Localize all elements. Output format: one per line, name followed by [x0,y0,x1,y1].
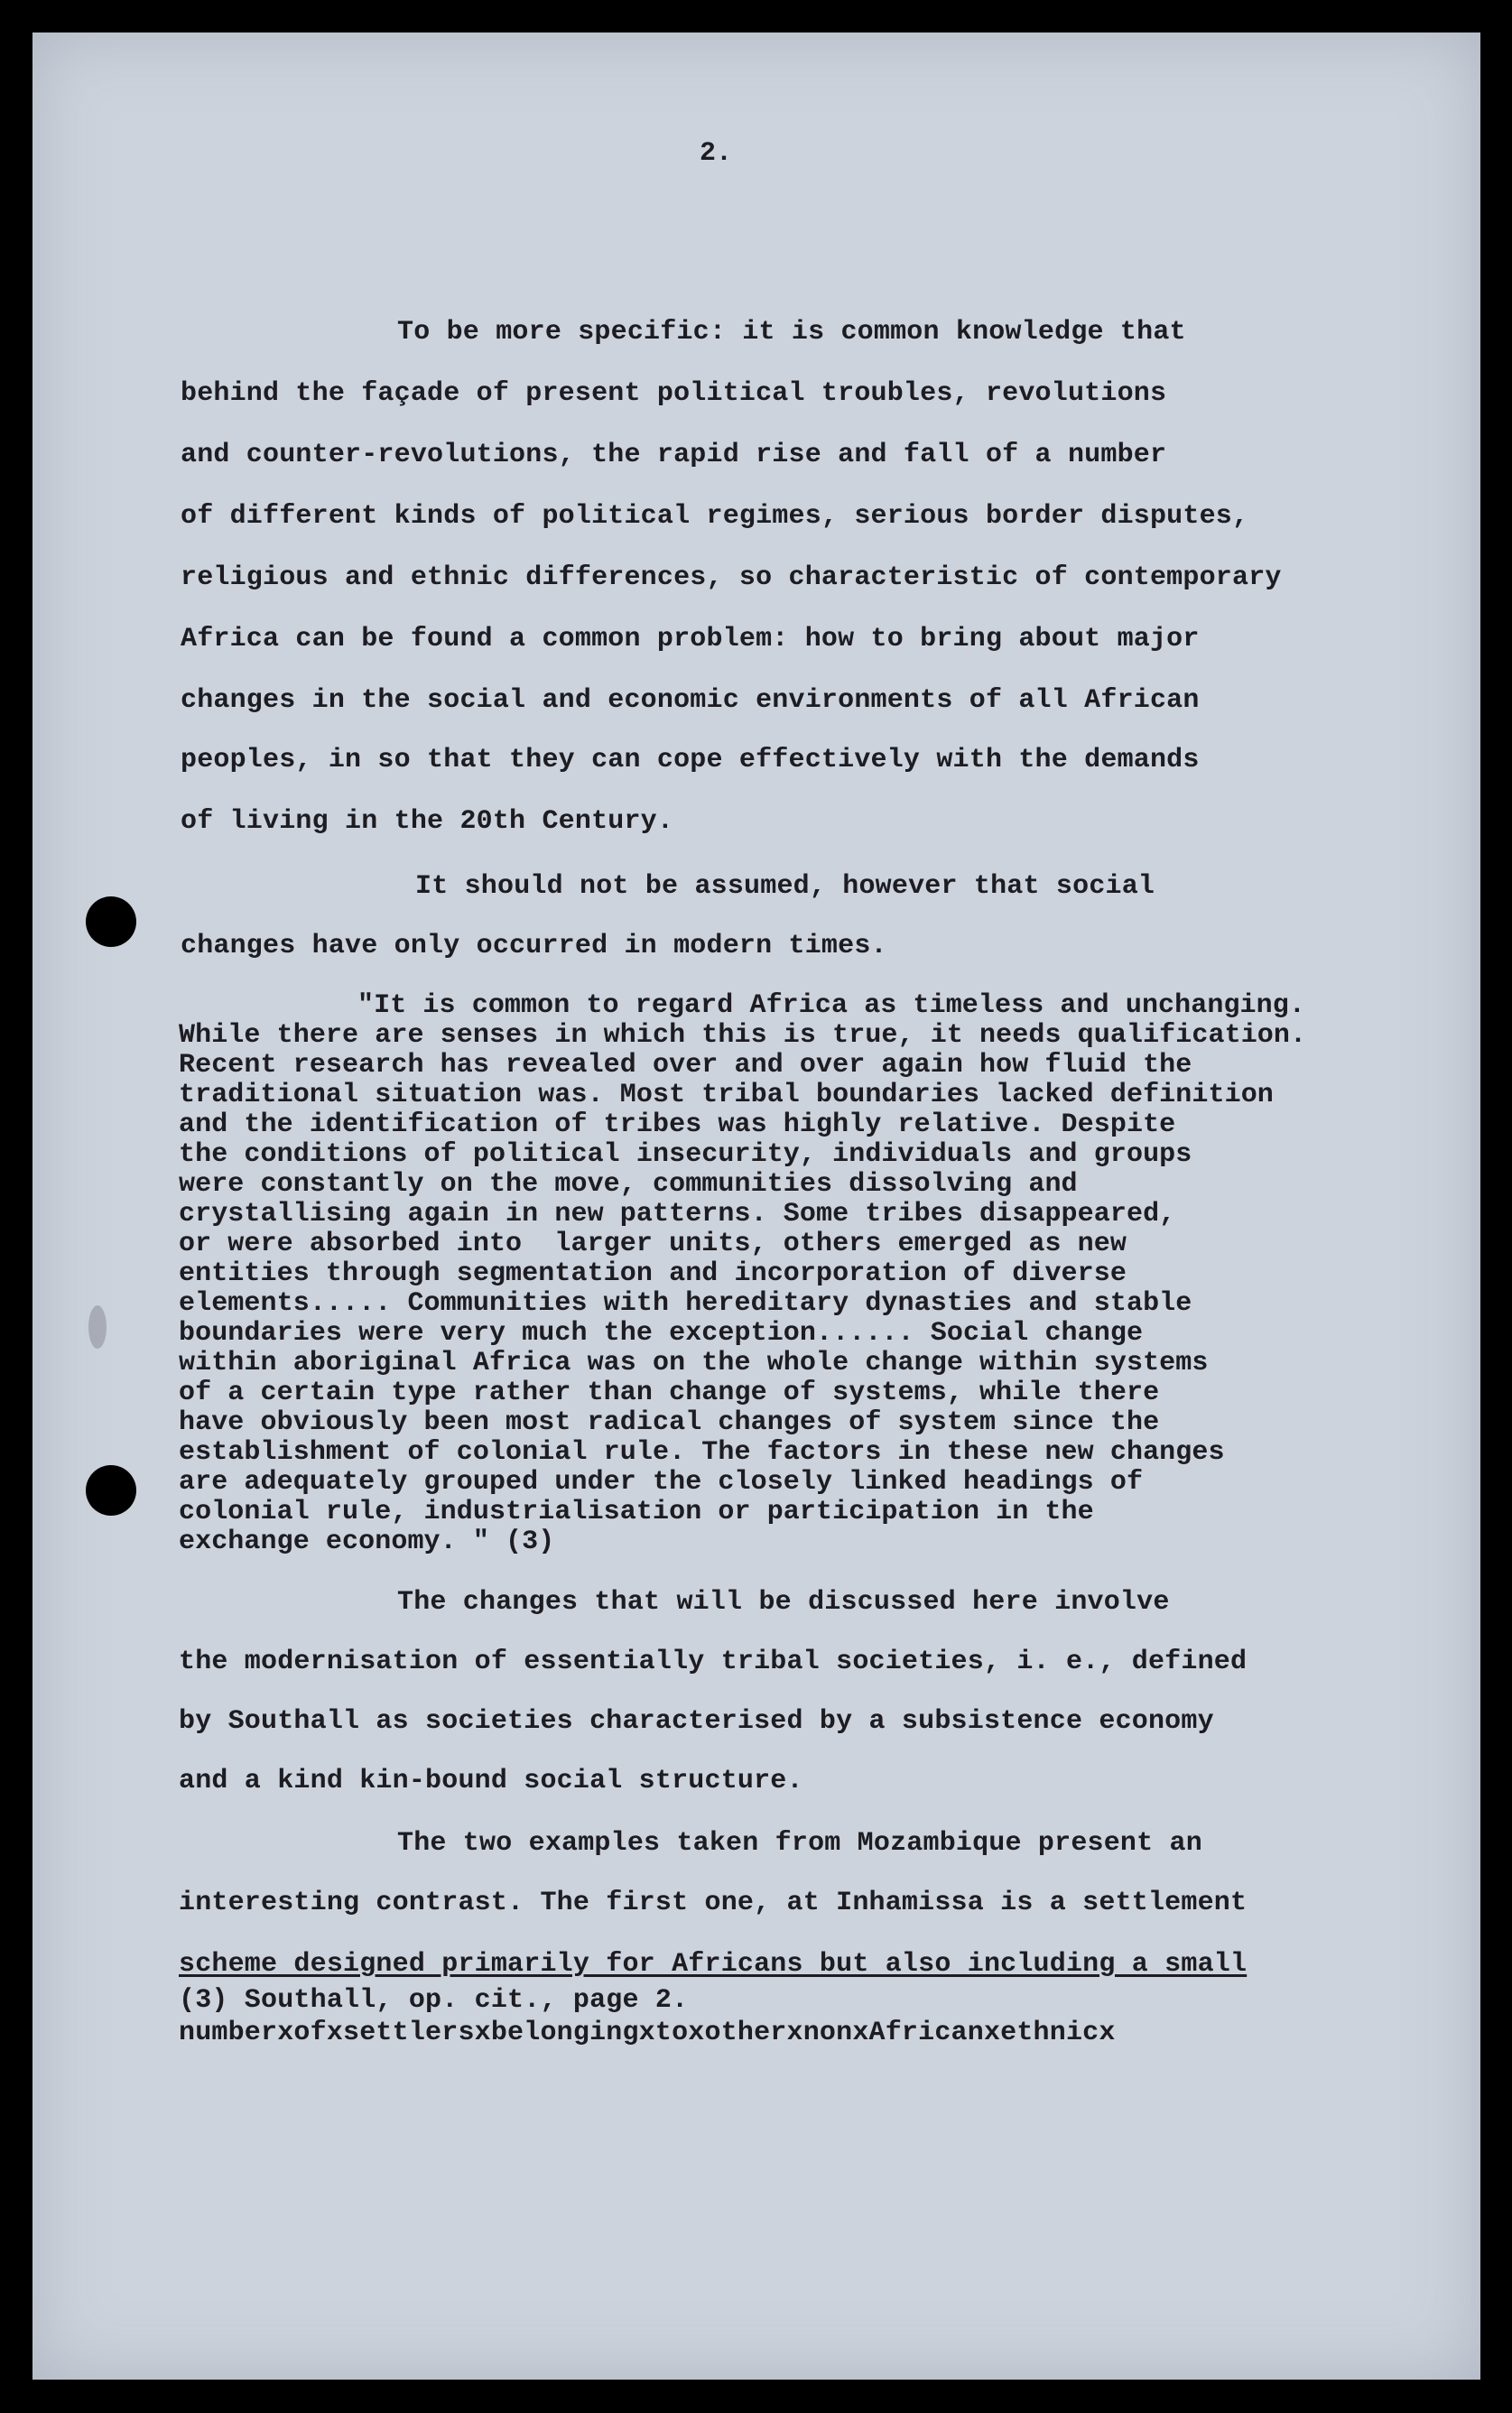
paragraph-3-line-2: the modernisation of essentially tribal societies, i. e., defined [179,1647,1248,1677]
quote-line-16: establishment of colonial rule. The factors in these new changes [179,1437,1225,1468]
quote-line-3: Recent research has revealed over and over again how fluid the [179,1050,1192,1081]
document-page [32,32,1480,2380]
quote-line-2: While there are senses in which this is true, it needs qualification. [179,1020,1307,1051]
paragraph-4-line-1: The two examples taken from Mozambique present an [397,1828,1202,1859]
quote-line-12: boundaries were very much the exception...... Social change [179,1318,1144,1349]
quote-line-7: were constantly on the move, communities dissolving and [179,1169,1078,1200]
paragraph-1-line-5: religious and ethnic differences, so characteristic of contemporary [181,562,1282,593]
punch-hole-bottom [86,1465,136,1516]
paragraph-1-line-6: Africa can be found a common problem: how to bring about major [181,624,1200,654]
quote-line-8: crystallising again in new patterns. Some tribes disappeared, [179,1199,1176,1230]
quote-line-6: the conditions of political insecurity, individuals and groups [179,1139,1192,1170]
paragraph-1-line-8: peoples, in so that they can cope effectively with the demands [181,745,1200,775]
paragraph-4-line-2: interesting contrast. The first one, at Inhamissa is a settlement [179,1888,1248,1918]
quote-line-10: entities through segmentation and incorporation of diverse [179,1258,1127,1289]
paragraph-2-line-1: It should not be assumed, however that social [415,871,1155,902]
paragraph-1-line-2: behind the façade of present political troubles, revolutions [181,378,1167,409]
paragraph-4-line-3: scheme designed primarily for Africans but also including a small [179,1949,1248,1980]
quote-line-14: of a certain type rather than change of systems, while there [179,1378,1160,1408]
paragraph-1-line-3: and counter-revolutions, the rapid rise and fall of a number [181,440,1167,470]
quote-line-19: exchange economy. " (3) [179,1527,555,1557]
quote-line-13: within aboriginal Africa was on the whole change within systems [179,1348,1209,1378]
paragraph-1-line-9: of living in the 20th Century. [181,806,674,837]
paragraph-2-line-2: changes have only occurred in modern times. [181,931,887,961]
quote-line-4: traditional situation was. Most tribal boundaries lacked definition [179,1080,1274,1110]
paragraph-3-line-4: and a kind kin-bound social structure. [179,1766,803,1796]
paragraph-3-line-1: The changes that will be discussed here involve [397,1587,1170,1618]
ink-smudge [88,1305,107,1349]
paragraph-1-line-1: To be more specific: it is common knowledge that [397,317,1186,348]
paragraph-1-line-4: of different kinds of political regimes, serious border disputes, [181,501,1249,532]
quote-line-11: elements..... Communities with hereditary dynasties and stable [179,1288,1192,1319]
quote-line-18: colonial rule, industrialisation or participation in the [179,1497,1094,1527]
paragraph-3-line-3: by Southall as societies characterised by a subsistence economy [179,1706,1214,1737]
quote-line-9: or were absorbed into larger units, others emerged as new [179,1229,1127,1259]
paragraph-1-line-7: changes in the social and economic environments of all African [181,685,1200,716]
quote-line-17: are adequately grouped under the closely linked headings of [179,1467,1144,1498]
quote-line-15: have obviously been most radical changes of system since the [179,1407,1160,1438]
struck-out-line: numberxofxsettlersxbelongingxtoxotherxnonxAfricanxethnicx [179,2018,1116,2048]
page-number: 2. [700,138,733,169]
punch-hole-top [86,896,136,947]
footnote: (3) Southall, op. cit., page 2. [179,1985,689,2016]
quote-line-5: and the identification of tribes was highly relative. Despite [179,1109,1176,1140]
quote-line-1: "It is common to regard Africa as timeless and unchanging. [357,990,1305,1021]
